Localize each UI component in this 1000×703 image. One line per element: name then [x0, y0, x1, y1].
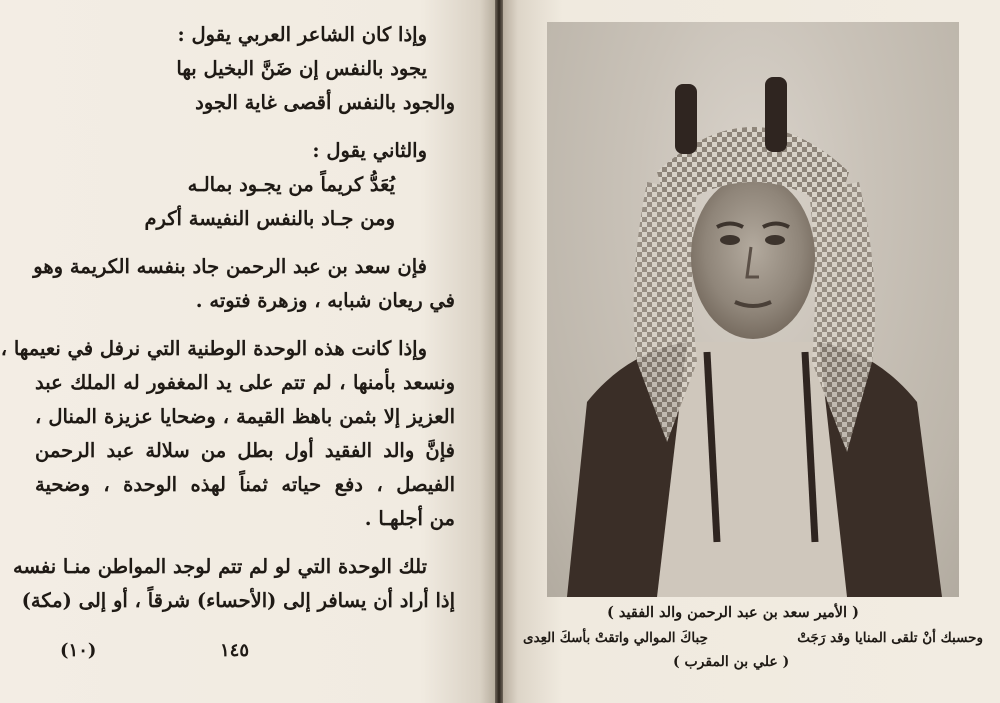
- text-line: فإن سعد بن عبد الرحمن جاد بنفسه الكريمة وهو: [33, 255, 427, 278]
- text-block: [0, 18, 455, 618]
- book-gutter: [495, 0, 503, 703]
- text-line: والثاني يقول :: [312, 139, 427, 162]
- portrait-illustration: [547, 22, 959, 597]
- right-page: [503, 0, 1000, 703]
- verse-author: ( علي بن المقرب ): [673, 654, 790, 670]
- verse-line: [523, 626, 983, 650]
- text-line: إذا أراد أن يسافر إلى (الأحساء) شرقاً ، أو إلى (مكة): [21, 589, 455, 612]
- text-line: ونسعد بأمنها ، لم تتم على يد المغفور له الملك عبد: [35, 371, 455, 394]
- left-page: [0, 0, 495, 703]
- page-footer: [60, 640, 430, 670]
- text-line: في ريعان شبابه ، وزهرة فتوته .: [195, 289, 455, 312]
- text-line: العزيز إلا بثمن باهظ القيمة ، وضحايا عزيزة المنال ،: [35, 405, 455, 428]
- caption-block: [523, 600, 983, 674]
- verse-first-hemistich: وحسبك أنْ تلقى المنايا وقد رَجَتْ: [797, 630, 983, 646]
- page-marker: (١٠): [60, 640, 97, 661]
- text-line: وإذا كانت هذه الوحدة الوطنية التي نرفل في نعيمها ،: [0, 337, 427, 360]
- verse-second-hemistich: حِباكَ الموالي واتقتْ بأسكَ العِدى: [523, 630, 708, 646]
- text-line: تلك الوحدة التي لو لم تتم لوجد المواطن منـا نفسه: [13, 555, 427, 578]
- poem-line: يُعَدُّ كريماً من يجـود بمالـه: [187, 173, 395, 196]
- photo-caption: ( الأمير سعد بن عبد الرحمن والد الفقيد ): [606, 604, 859, 621]
- page-number: ١٤٥: [220, 640, 250, 661]
- text-line: وإذا كان الشاعر العربي يقول :: [177, 23, 427, 46]
- poem-line: يجود بالنفس إن ضَنَّ البخيل بها: [176, 57, 427, 80]
- text-line: الفيصل ، دفع حياته ثمناً لهذه الوحدة ، وضحية: [35, 473, 455, 496]
- poem-line: والجود بالنفس أقصى غاية الجود: [195, 91, 455, 114]
- portrait-photo: [547, 22, 959, 597]
- text-line: من أجلهـا .: [364, 507, 455, 530]
- text-line: فإنَّ والد الفقيد أول بطل من سلالة عبد الرحمن: [35, 439, 455, 462]
- poem-line: ومن جـاد بالنفس النفيسة أكرم: [144, 207, 395, 230]
